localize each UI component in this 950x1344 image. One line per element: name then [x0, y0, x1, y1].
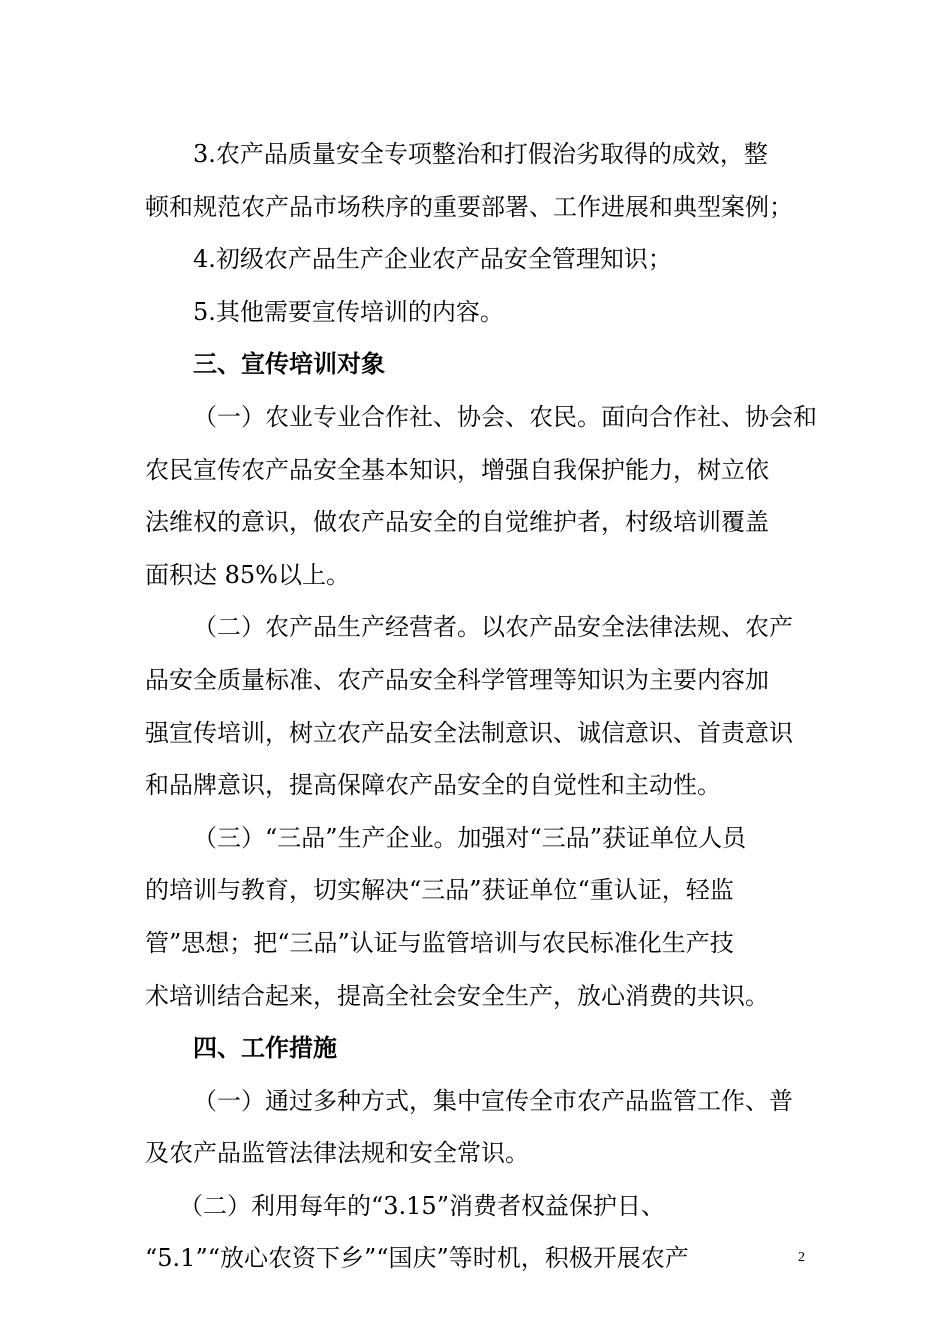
paragraph-3-line-2: 的培训与教育，切实解决“三品”获证单位“重认证，轻监 [145, 876, 734, 905]
paragraph-2-line-4: 和品牌意识，提高保障农产品安全的自觉性和主动性。 [145, 771, 721, 800]
paragraph-5-line-2: “5.1”“放心农资下乡”“国庆”等时机，积极开展农产 [145, 1244, 689, 1273]
paragraph-1-line-1: （一）农业专业合作社、协会、农民。面向合作社、协会和 [193, 402, 817, 431]
list-item-3-line-2: 顿和规范农产品市场秩序的重要部署、工作进展和典型案例； [145, 192, 793, 221]
paragraph-2-line-3: 强宣传培训，树立农产品安全法制意识、诚信意识、首责意识 [145, 718, 793, 747]
list-item-3-line-1: 3.农产品质量安全专项整治和打假治劣取得的成效，整 [193, 140, 768, 168]
paragraph-1-line-4: 面积达 85%以上。 [145, 560, 350, 589]
paragraph-5-line-1: （二）利用每年的“3.15”消费者权益保护日、 [179, 1191, 665, 1220]
paragraph-3-line-1: （三）“三品”生产企业。加强对“三品”获证单位人员 [193, 823, 747, 852]
paragraph-4-line-2: 及农产品监管法律法规和安全常识。 [145, 1139, 529, 1168]
paragraph-3-line-4: 术培训结合起来，提高全社会安全生产，放心消费的共识。 [145, 981, 769, 1010]
list-item-4: 4.初级农产品生产企业农产品安全管理知识； [193, 245, 672, 274]
document-body [145, 128, 817, 1285]
list-item-5: 5.其他需要宣传培训的内容。 [193, 297, 504, 326]
section-heading-4: 四、工作措施 [193, 1034, 337, 1063]
paragraph-1-line-3: 法维权的意识，做农产品安全的自觉维护者，村级培训覆盖 [145, 508, 769, 537]
paragraph-2-line-2: 品安全质量标准、农产品安全科学管理等知识为主要内容加 [145, 665, 769, 694]
paragraph-4-line-1: （一）通过多种方式，集中宣传全市农产品监管工作、普 [193, 1086, 793, 1115]
section-heading-3: 三、宣传培训对象 [193, 350, 385, 379]
paragraph-3-line-3: 管”思想；把“三品”认证与监管培训与农民标准化生产技 [145, 928, 734, 957]
paragraph-2-line-1: （二）农产品生产经营者。以农产品安全法律法规、农产 [193, 613, 793, 642]
paragraph-1-line-2: 农民宣传农产品安全基本知识，增强自我保护能力，树立依 [145, 455, 769, 484]
page-number: 2 [798, 1250, 805, 1265]
